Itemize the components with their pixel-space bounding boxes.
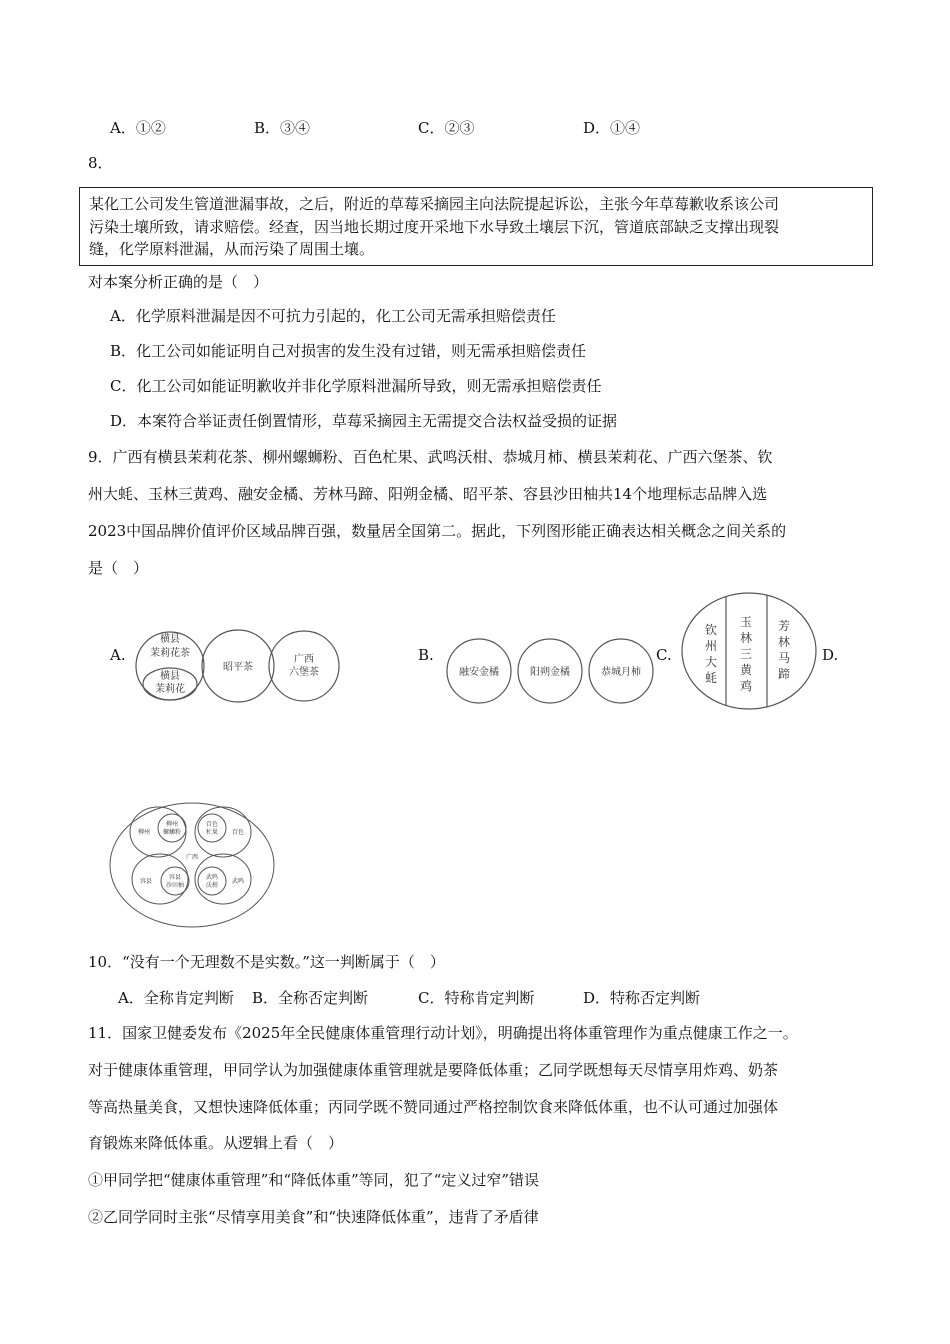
q9c-col1-1: 钦	[704, 623, 718, 637]
q9b-label-1: 融安金橘	[459, 667, 499, 678]
q9c-col2-5: 鸡	[739, 679, 753, 693]
q8-case-line-2: 污染土壤所致，请求赔偿。经查，因当地长期过度开采地下水导致土壤层下沉，管道底部缺乏支撑出现裂	[89, 218, 780, 236]
q9b-label-2: 阳朔金橘	[530, 667, 570, 678]
q9a-c1-in-bot: 茉莉花	[155, 684, 185, 695]
q9c-col1-2: 州	[704, 639, 718, 653]
q9-option-b-letter: B.	[418, 646, 434, 664]
q7-option-c: C．②③	[418, 119, 475, 137]
q9-line-4: 是（ ）	[88, 559, 149, 577]
q9c-col2-1: 玉	[739, 615, 753, 629]
q10-option-c: C．特称肯定判断	[418, 989, 535, 1007]
q11-line-2: 对于健康体重管理，甲同学认为加强健康体重管理就是要降低体重；乙同学既想每天尽情享用炸鸡、奶茶	[88, 1061, 779, 1079]
q9d-br-b: 武鸣	[231, 878, 245, 885]
q9-diagram-a	[132, 624, 344, 708]
q9a-c2: 昭平茶	[223, 662, 253, 673]
q10-option-a: A．全称肯定判断	[118, 989, 234, 1007]
q9-line-2: 州大蚝、玉林三黄鸡、融安金橘、芳林马蹄、阳朔金橘、昭平茶、容县沙田柚共14个地理标志品牌入选	[88, 485, 768, 503]
q11-statement-1: ①甲同学把“健康体重管理”和“降低体重”等同，犯了“定义过窄”错误	[88, 1171, 540, 1189]
q8-case-box	[79, 187, 873, 266]
q11-statement-2: ②乙同学同时主张“尽情享用美食”和“快速降低体重”，违背了矛盾律	[88, 1208, 539, 1226]
q9d-tr-b: 百色	[231, 829, 245, 836]
q9-option-a-letter: A.	[110, 646, 126, 664]
q9c-col1-3: 大	[704, 655, 718, 669]
q9d-br-a2: 沃柑	[205, 882, 219, 889]
q9d-bl-a: 容县	[139, 878, 153, 885]
q9-option-c-letter: C.	[656, 646, 672, 664]
q9c-col2-3: 三	[739, 647, 753, 661]
q9a-c1-mid: 茉莉花茶	[150, 648, 190, 659]
q11-line-3: 等高热量美食，又想快速降低体重；丙同学既不赞同通过严格控制饮食来降低体重，也不认可通过加强体	[88, 1098, 779, 1116]
q7-option-a: A．①②	[110, 119, 166, 137]
q8-stem: 对本案分析正确的是（ ）	[88, 273, 269, 291]
q8-case-line-1: 某化工公司发生管道泄漏事故，之后，附近的草莓采摘园主向法院提起诉讼，主张今年草莓歉收系该公司	[89, 195, 780, 213]
q10-option-d: D．特称否定判断	[583, 989, 701, 1007]
q8-number: 8．	[88, 154, 113, 172]
q8-option-b: B．化工公司如能证明自己对损害的发生没有过错，则无需承担赔偿责任	[110, 342, 587, 360]
q8-case-line-3: 缝，化学原料泄漏，从而污染了周围土壤。	[89, 240, 375, 258]
q9c-col3-1: 芳	[777, 619, 791, 633]
q8-option-c: C．化工公司如能证明歉收并非化学原料泄漏所导致，则无需承担赔偿责任	[110, 377, 602, 395]
q10-stem: 10．“没有一个无理数不是实数。”这一判断属于（ ）	[88, 953, 445, 971]
q9-line-1: 9．广西有横县茉莉花茶、柳州螺蛳粉、百色杧果、武鸣沃柑、恭城月柿、横县茉莉花、广西六堡茶、钦	[88, 448, 773, 466]
q9d-tl-b1: 柳州	[165, 821, 179, 828]
q9a-c1-top: 横县	[160, 634, 180, 645]
q7-option-d: D．①④	[583, 119, 641, 137]
q8-option-a: A．化学原料泄漏是因不可抗力引起的，化工公司无需承担赔偿责任	[110, 307, 556, 325]
q9-diagram-c	[679, 590, 819, 712]
q9-option-d-letter: D.	[822, 646, 839, 664]
q7-option-b: B．③④	[254, 119, 311, 137]
q9a-c1-in-top: 横县	[160, 671, 180, 682]
q9d-tr-a2: 杧果	[205, 829, 219, 836]
q9a-c3-bot: 六堡茶	[289, 667, 319, 678]
q9c-col1-4: 蚝	[704, 671, 718, 685]
q9-diagram-d	[108, 800, 276, 930]
q10-option-b: B．全称否定判断	[252, 989, 369, 1007]
q9c-col3-4: 蹄	[777, 667, 791, 681]
q11-line-1: 11．国家卫健委发布《2025年全民健康体重管理行动计划》，明确提出将体重管理作为重点健康工作之一。	[88, 1024, 798, 1042]
q9c-col2-2: 林	[739, 631, 753, 645]
q9d-tl-a: 柳州	[137, 829, 151, 836]
q9d-outer-label: 广西	[185, 854, 199, 861]
q8-option-d: D．本案符合举证责任倒置情形，草莓采摘园主无需提交合法权益受损的证据	[110, 412, 618, 430]
q9d-br-a1: 武鸣	[205, 874, 219, 881]
q9c-col2-4: 黄	[739, 663, 753, 677]
q9d-tr-a1: 百色	[205, 821, 219, 828]
q9c-col3-3: 马	[777, 651, 791, 665]
q9a-c3-top: 广西	[294, 654, 314, 665]
q9d-bl-b1: 容县	[168, 874, 182, 881]
q9-diagram-b	[443, 636, 659, 706]
q9c-col3-2: 林	[777, 635, 791, 649]
q9d-tl-b2: 螺蛳粉	[162, 829, 182, 836]
q9-line-3: 2023中国品牌价值评价区域品牌百强，数量居全国第二。据此，下列图形能正确表达相关概念之间关系的	[88, 522, 787, 540]
q9b-label-3: 恭城月柿	[601, 667, 641, 678]
q9d-bl-b2: 沙田柚	[165, 882, 185, 889]
q11-line-4: 育锻炼来降低体重。从逻辑上看（ ）	[88, 1134, 344, 1152]
